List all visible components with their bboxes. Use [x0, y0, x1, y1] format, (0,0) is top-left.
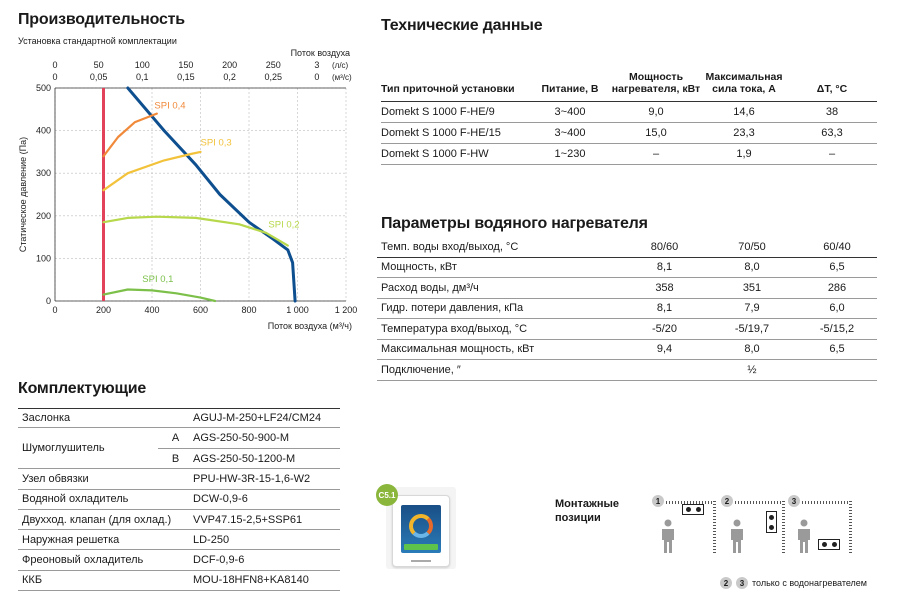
table-row — [18, 571, 340, 591]
water-heater-table — [377, 237, 877, 381]
top-tick-label-m3s: 0 — [52, 72, 58, 82]
table-row — [18, 530, 340, 550]
acc-variant-letter: B — [171, 452, 180, 465]
wh-cell: Мощность, кВт — [381, 261, 457, 274]
acc-value: AGS-250-50-900-M — [193, 432, 289, 445]
wh-cell: ½ — [747, 363, 757, 376]
x-tick-label: 200 — [95, 305, 112, 315]
person-icon — [794, 519, 814, 553]
y-tick-label: 300 — [35, 168, 51, 179]
spi-curve-line — [104, 114, 157, 157]
acc-value: AGS-250-50-1200-M — [193, 452, 296, 465]
y-tick-label: 400 — [35, 125, 51, 136]
note-number: 3 — [736, 577, 748, 589]
acc-name: Шумоглушитель — [22, 442, 105, 455]
spi-curve-line — [104, 290, 216, 302]
list-item — [158, 428, 340, 448]
table-row — [377, 340, 877, 361]
top-tick-label-m3s: 0,2 — [223, 72, 236, 82]
tech-header-type: Тип приточной установки — [381, 82, 515, 95]
top-axis-label: Поток воздуха — [290, 48, 350, 58]
spi-curve-line — [104, 217, 288, 246]
acc-value: AGUJ-M-250+LF24/CM24 — [193, 412, 322, 425]
x-tick-label: 600 — [192, 305, 209, 315]
x-tick-label: 400 — [144, 305, 160, 315]
top-tick-label-ls: 150 — [178, 60, 194, 70]
table-row — [381, 123, 877, 144]
top-tick-label-ls: 0 — [52, 60, 58, 70]
water-heater-title: Параметры водяного нагревателя — [381, 215, 648, 232]
unit-icon — [818, 539, 840, 550]
controller-image — [392, 495, 450, 567]
gauge-icon — [409, 514, 433, 538]
wh-cell: -5/20 — [651, 322, 678, 335]
unit-icon — [766, 511, 777, 533]
top-tick-label-ls: 3 — [314, 60, 320, 70]
wh-cell: -5/19,7 — [734, 322, 770, 335]
mounting-position-1 — [655, 496, 716, 553]
wh-cell: 9,4 — [656, 343, 673, 356]
acc-name: Узел обвязки — [22, 472, 89, 485]
note-number: 2 — [720, 577, 732, 589]
wh-cell: 8,0 — [744, 343, 760, 356]
y-tick-label: 200 — [35, 210, 51, 221]
tech-cell: 9,0 — [648, 106, 664, 118]
acc-name: Наружная решетка — [22, 533, 120, 546]
acc-variant-letter: A — [171, 432, 180, 445]
table-row — [377, 258, 877, 279]
x-tick-label: 800 — [241, 305, 257, 315]
top-tick-label-m3s: 0,25 — [264, 72, 283, 82]
series-label: SPI 0,1 — [142, 273, 174, 285]
x-tick-label: 0 — [52, 305, 58, 315]
tech-cell: Domekt S 1000 F-HW — [381, 148, 489, 160]
position-number: 2 — [721, 495, 733, 507]
mounting-label — [555, 497, 619, 526]
tech-header-row — [381, 56, 877, 102]
wh-cell: 8,0 — [744, 261, 760, 274]
acc-value: DCW-0,9-6 — [193, 493, 248, 506]
wh-cell: 6,0 — [829, 302, 845, 315]
mounting-label-line: позиции — [555, 512, 601, 525]
table-row — [18, 428, 340, 469]
top-tick-label-ls: 250 — [265, 60, 281, 70]
table-row — [18, 469, 340, 489]
table-row — [381, 102, 877, 123]
series-label: SPI 0,4 — [154, 100, 186, 112]
table-row — [377, 299, 877, 320]
acc-value: VVP47.15-2,5+SSP61 — [193, 513, 303, 526]
y-tick-label: 0 — [45, 296, 51, 306]
tech-cell: 3~400 — [554, 106, 586, 118]
acc-name: Двухход. клапан (для охлад.) — [22, 513, 172, 526]
table-row — [377, 319, 877, 340]
top-axis-unit: (м³/с) — [332, 73, 352, 82]
wall-hatch — [713, 501, 716, 553]
unit-icon — [682, 504, 704, 515]
wh-cell: Подключение, ″ — [381, 363, 461, 376]
table-row — [377, 278, 877, 299]
tech-cell: 38 — [825, 106, 839, 118]
table-row — [377, 360, 877, 381]
position-number: 1 — [652, 495, 664, 507]
note-text: только с водонагревателем — [752, 578, 867, 588]
person-icon — [727, 519, 747, 553]
tech-cell: Domekt S 1000 F-HE/9 — [381, 106, 495, 118]
table-row — [381, 144, 877, 165]
acc-name: Фреоновый охладитель — [22, 554, 144, 567]
acc-value: LD-250 — [193, 533, 230, 546]
wh-cell: Гидр. потери давления, кПа — [381, 302, 524, 315]
table-row — [18, 408, 340, 428]
controller-screen — [401, 505, 441, 553]
acc-name: Водяной охладитель — [22, 493, 129, 506]
wh-cell: 358 — [655, 281, 674, 294]
wh-cell: 80/60 — [650, 240, 679, 253]
tech-cell: 1~230 — [554, 148, 586, 160]
tech-cell: 14,6 — [733, 106, 755, 118]
top-tick-label-m3s: 0 — [314, 72, 320, 82]
ceiling-hatch — [735, 501, 783, 504]
tech-header-power: Питание, В — [541, 82, 599, 95]
wh-cell: 8,1 — [656, 261, 673, 274]
mounting-label-line: Монтажные — [555, 498, 619, 510]
fan-curve-line — [128, 88, 295, 301]
top-tick-label-m3s: 0,15 — [177, 72, 195, 82]
top-tick-label-ls: 50 — [93, 60, 104, 70]
table-row — [377, 237, 877, 258]
tech-title: Технические данные — [381, 17, 543, 34]
x-tick-label: 1 200 — [334, 305, 358, 315]
wh-cell: Расход воды, дм³/ч — [381, 281, 479, 294]
performance-chart — [0, 30, 370, 340]
y-tick-label: 100 — [35, 253, 51, 264]
acc-name: ККБ — [22, 574, 43, 587]
acc-value: MOU-18HFN8+KA8140 — [193, 574, 309, 587]
tech-cell: – — [828, 148, 836, 160]
tech-header-dt: ΔT, °C — [816, 82, 848, 95]
tech-cell: 23,3 — [733, 127, 755, 139]
wh-cell: 351 — [742, 281, 762, 294]
position-number: 3 — [788, 495, 800, 507]
acc-value: DCF-0,9-6 — [193, 554, 245, 567]
brand-mark — [411, 560, 431, 562]
wh-cell: -5/15,2 — [819, 322, 855, 335]
series-label: SPI 0,3 — [200, 137, 232, 149]
wall-hatch — [782, 501, 785, 553]
wh-cell: 286 — [827, 281, 847, 294]
wh-cell: Темп. воды вход/выход, °C — [381, 240, 519, 253]
mounting-position-3 — [791, 496, 852, 553]
top-tick-label-m3s: 0,1 — [136, 72, 149, 82]
top-tick-label-ls: 100 — [134, 60, 150, 70]
accessories-title: Комплектующие — [18, 380, 147, 397]
acc-value: PPU-HW-3R-15-1,6-W2 — [193, 472, 311, 485]
tech-cell: Domekt S 1000 F-HE/15 — [381, 127, 501, 139]
mounting-position-2 — [724, 496, 785, 553]
tech-cell: 15,0 — [645, 127, 667, 139]
x-tick-label: 1 000 — [286, 305, 309, 315]
tech-cell: – — [652, 148, 660, 160]
x-axis-label: Поток воздуха (м³/ч) — [267, 321, 352, 331]
wh-cell: 8,1 — [656, 302, 673, 315]
tech-table — [381, 56, 877, 165]
wh-cell: 6,5 — [829, 261, 845, 274]
performance-title: Производительность — [18, 11, 185, 28]
tech-cell: 3~400 — [554, 127, 586, 139]
wh-cell: 70/50 — [738, 240, 766, 253]
person-icon — [658, 519, 678, 553]
performance-subtitle: Установка стандартной комплектации — [18, 36, 177, 46]
ceiling-hatch — [802, 501, 850, 504]
tech-header-current: Максимальная сила тока, А — [705, 70, 783, 95]
wh-cell: 6,5 — [829, 343, 845, 356]
acc-name: Заслонка — [22, 412, 71, 425]
wh-cell: 7,9 — [744, 302, 760, 315]
table-row — [18, 550, 340, 570]
table-row — [18, 510, 340, 530]
wh-cell: 60/40 — [823, 240, 851, 253]
mounting-note — [720, 577, 867, 589]
controller-badge: C5.1 — [376, 484, 398, 506]
top-tick-label-ls: 200 — [222, 60, 238, 70]
status-bar-icon — [404, 544, 438, 550]
tech-cell: 63,3 — [821, 127, 843, 139]
table-row — [18, 490, 340, 510]
tech-header-heater: Мощность нагревателя, кВт — [611, 70, 701, 95]
series-label: SPI 0,2 — [268, 219, 300, 231]
wh-cell: Максимальная мощность, кВт — [381, 343, 535, 356]
top-tick-label-m3s: 0,05 — [89, 72, 108, 82]
y-axis-label: Статическое давление (Па) — [18, 136, 28, 253]
list-item — [158, 448, 340, 468]
accessories-table — [18, 408, 340, 591]
tech-cell: 1,9 — [736, 148, 752, 160]
y-tick-label: 500 — [35, 83, 51, 93]
wall-hatch — [849, 501, 852, 553]
acc-silencer-variants — [158, 428, 340, 468]
wh-cell: Температура вход/выход, °C — [381, 322, 528, 335]
top-axis-unit: (л/с) — [332, 61, 349, 70]
